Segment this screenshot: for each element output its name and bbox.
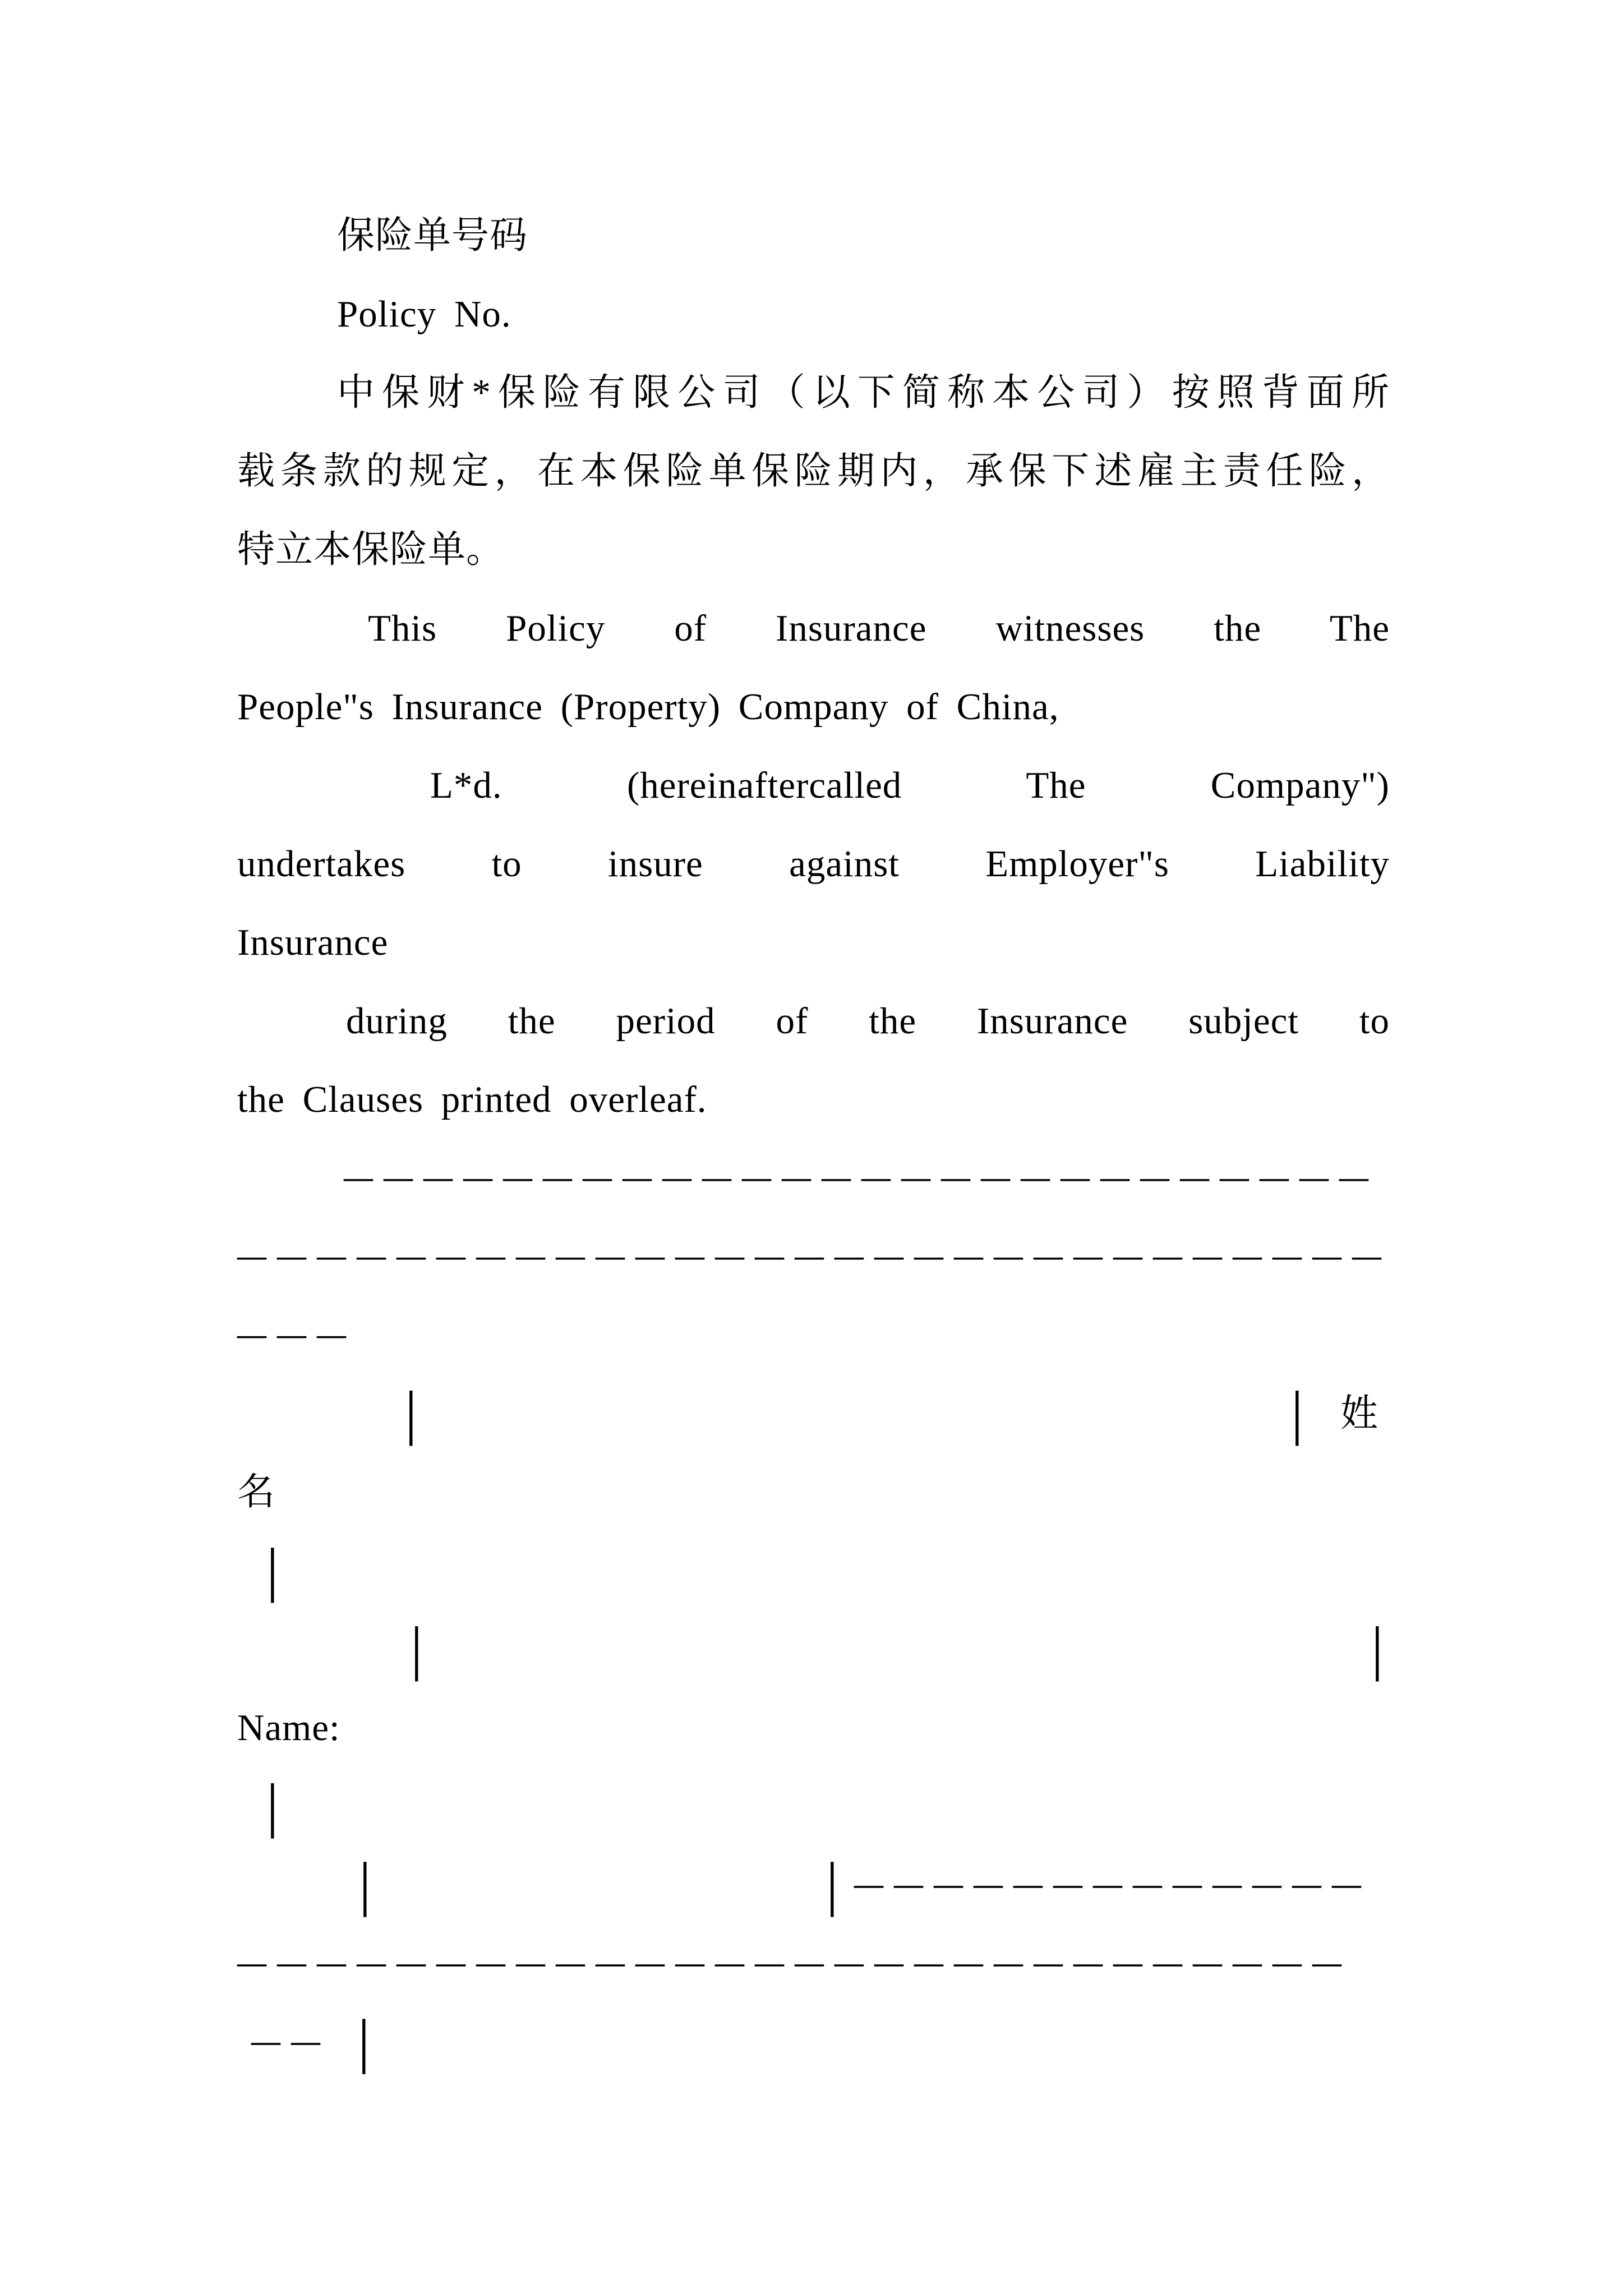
table-border-bar: | [1371, 1615, 1384, 1682]
table-border-bar: | [358, 2008, 370, 2074]
table-row-dashes-border [237, 2003, 1390, 2081]
en-paragraph-line-7: the Clauses printed overleaf. [237, 1079, 707, 1120]
table-row-left-border-1 [237, 1531, 1390, 1610]
en-paragraph-line-5: Insurance [237, 922, 389, 963]
table-row-borders [237, 1610, 1390, 1688]
document-body [237, 196, 1390, 2081]
en-paragraph-line-3: L*d. (hereinaftercalled The Company") [430, 765, 1390, 806]
table-row-left-border-2 [237, 1767, 1390, 1846]
divider-dash-line-2: ————————————————————————————— [237, 1240, 1392, 1272]
en-paragraph-line-6: during the period of the Insurance subject to [346, 1000, 1390, 1042]
table-border-bar: | [359, 1851, 371, 1917]
cn-paragraph-line-2: 载条款的规定，在本保险单保险期内，承保下述雇主责任险， [237, 450, 1390, 492]
dash-run: —— [251, 2026, 331, 2058]
en-paragraph-line-4: undertakes to insure against Employer"s Liability [237, 843, 1390, 885]
table-cell-label: 姓 [1340, 1393, 1378, 1434]
cn-paragraph-line-3: 特立本保险单。 [237, 529, 504, 570]
table-border-bar: | [826, 1851, 838, 1917]
table-border-bar: | [405, 1379, 417, 1446]
en-paragraph-line-1: This Policy of Insurance witnesses the The [368, 608, 1390, 649]
table-border-bar: | [1291, 1379, 1303, 1446]
en-paragraph-line-2: People"s Insurance (Property) Company of China, [237, 686, 1059, 728]
table-row-en-name-label: Name: [237, 1707, 340, 1749]
policy-no-label-cn: 保险单号码 [337, 215, 528, 256]
divider-dash-line-1: —————————————————————————— [344, 1162, 1379, 1194]
table-border-bar: | [411, 1615, 423, 1682]
divider-dash-line-4: ———————————————————————————— [237, 1947, 1352, 1979]
table-row-cn-name-top [237, 1374, 1390, 1453]
policy-no-label-en: Policy No. [337, 293, 511, 335]
table-row-cn-name-bottom: 名 [237, 1471, 275, 1513]
table-border-bar: | [266, 1536, 279, 1603]
table-border-bar: | [266, 1772, 279, 1839]
dash-run: ————————————— [854, 1869, 1372, 1901]
cn-paragraph-line-1: 中保财*保险有限公司（以下简称本公司）按照背面所 [337, 372, 1390, 413]
table-row-borders-dashes [237, 1846, 1390, 1924]
divider-dash-line-3: ——— [237, 1319, 357, 1351]
